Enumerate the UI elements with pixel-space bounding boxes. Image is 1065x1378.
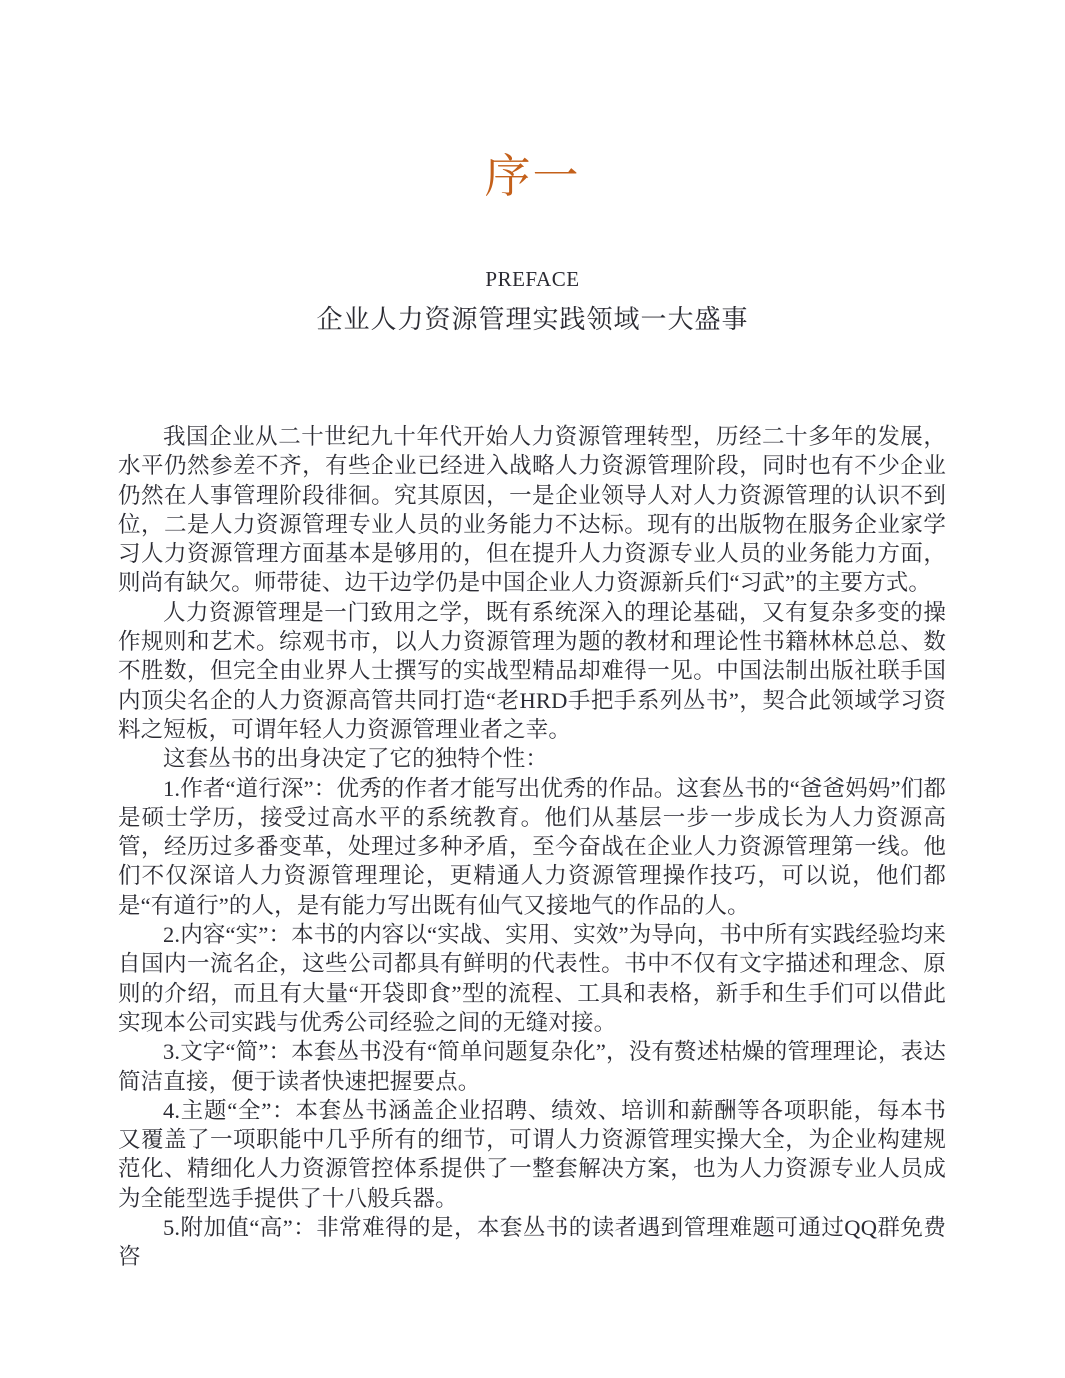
body-paragraph: 4.主题“全”：本套丛书涵盖企业招聘、绩效、培训和薪酬等各项职能，每本书又覆盖了一项职能中几乎所有的细节，可谓人力资源管理实操大全，为企业构建规范化、精细化人力资源管控体系提供了一整套解决方案，也为人力资源专业人员成为全能型选手提供了十八般兵器。	[118, 1097, 946, 1211]
body-paragraph: 我国企业从二十世纪九十年代开始人力资源管理转型，历经二十多年的发展，水平仍然参差不齐，有些企业已经进入战略人力资源管理阶段，同时也有不少企业仍然在人事管理阶段徘徊。究其原因，一是企业领导人对人力资源管理的认识不到位，二是人力资源管理专业人员的业务能力不达标。现有的出版物在服务企业家学习人力资源管理方面基本是够用的，但在提升人力资源专业人员的业务能力方面，则尚有缺欠。师带徒、边干边学仍是中国企业人力资源新兵们“习武”的主要方式。	[118, 424, 946, 596]
body-paragraph: 2.内容“实”：本书的内容以“实战、实用、实效”为导向，书中所有实践经验均来自国内一流名企，这些公司都具有鲜明的代表性。书中不仅有文字描述和理念、原则的介绍，而且有大量“开袋即食”型的流程、工具和表格，新手和生手们可以借此实现本公司实践与优秀公司经验之间的无缝对接。	[118, 922, 946, 1035]
document-heading	[0, 150, 1065, 337]
page-subtitle: 企业人力资源管理实践领域一大盛事	[316, 305, 749, 334]
page-title: 序一	[484, 151, 581, 202]
body-paragraph: 人力资源管理是一门致用之学，既有系统深入的理论基础，又有复杂多变的操作规则和艺术。综观书市，以人力资源管理为题的教材和理论性书籍林林总总、数不胜数，但完全由业界人士撰写的实战型精品却难得一见。中国法制出版社联手国内顶尖名企的人力资源高管共同打造“老HRD手把手系列丛书”，契合此领域学习资料之短板，可谓年轻人力资源管理业者之幸。	[118, 599, 946, 742]
body-paragraph: 这套丛书的出身决定了它的独特个性：	[163, 746, 549, 772]
preface-label: PREFACE	[485, 267, 580, 291]
body-paragraph: 1.作者“道行深”：优秀的作者才能写出优秀的作品。这套丛书的“爸爸妈妈”们都是硕士学历，接受过高水平的系统教育。他们从基层一步一步成长为人力资源高管，经历过多番变革，处理过多种矛盾，至今奋战在企业人力资源管理第一线。他们不仅深谙人力资源管理理论，更精通人力资源管理操作技巧，可以说，他们都是“有道行”的人，是有能力写出既有仙气又接地气的作品的人。	[118, 775, 946, 918]
body-paragraph: 3.文字“简”：本套丛书没有“简单问题复杂化”，没有赘述枯燥的管理理论，表达简洁直接，便于读者快速把握要点。	[118, 1039, 946, 1094]
document-body	[118, 422, 946, 1272]
body-paragraph: 5.附加值“高”：非常难得的是，本套丛书的读者遇到管理难题可通过QQ群免费咨	[118, 1215, 946, 1270]
